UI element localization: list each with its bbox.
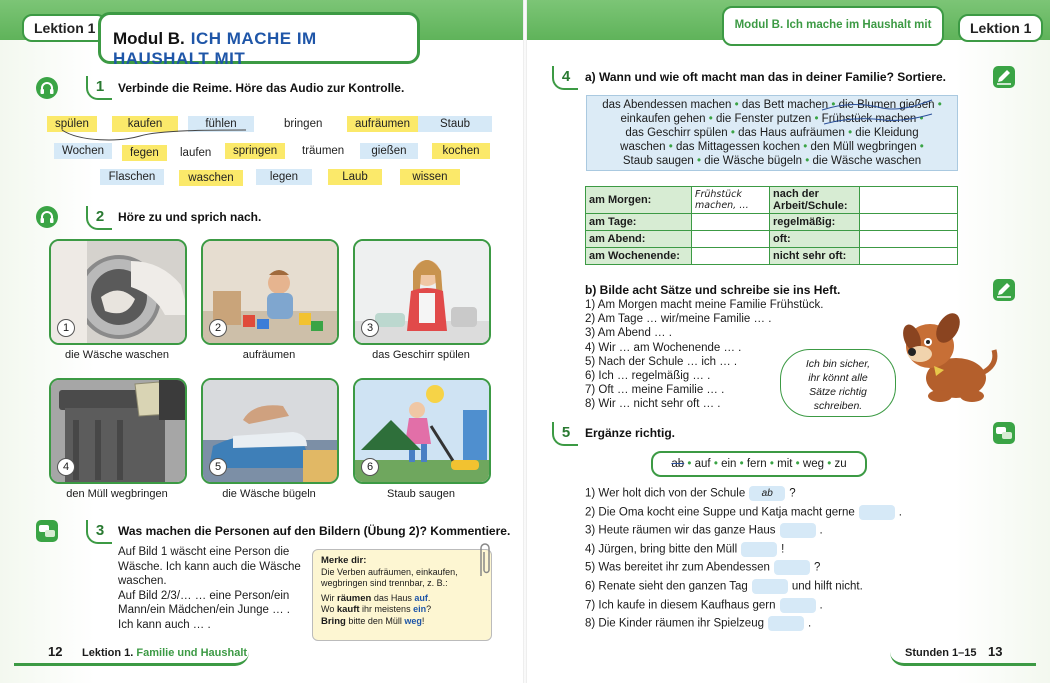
list-item: 3) Am Abend … . (585, 327, 672, 340)
table-cell (692, 231, 770, 248)
table-cell (860, 248, 958, 265)
word-chip: Flaschen (100, 169, 164, 185)
word-chip: bringen (284, 118, 323, 130)
list-item: 8) Wir … nicht sehr oft … . (585, 398, 721, 411)
merke-example: Bring bitte den Müll weg! (321, 615, 425, 627)
text-line: Ich kann auch … . (118, 618, 211, 631)
book-spine (523, 0, 527, 683)
answer-blank[interactable] (768, 616, 804, 631)
table-label: am Wochenende: (586, 248, 692, 265)
exercise-number-2: 2 (86, 206, 112, 230)
text-line: Auf Bild 1 wäscht eine Person die (118, 546, 290, 558)
word-chip: wissen (400, 169, 460, 185)
photo-caption: Staub saugen (387, 488, 455, 500)
photo-number: 1 (57, 319, 75, 337)
list-item: 6) Ich … regelmäßig … . (585, 369, 711, 382)
headphones-icon (36, 206, 58, 228)
word-chip: Wochen (54, 143, 112, 159)
exercise-number-4: 4 (552, 66, 578, 90)
photo-tidying-up (201, 239, 339, 345)
list-item: 4) Wir … am Wochenende … . (585, 341, 742, 354)
text-line: Mann/ein Mädchen/ein Junge … . (118, 604, 290, 616)
photo-caption: das Geschirr spülen (372, 349, 470, 361)
table-label: am Tage: (586, 214, 692, 231)
photo-caption: die Wäsche waschen (65, 349, 169, 361)
word-chip: laufen (180, 147, 212, 159)
vocab-line: Staub saugen • die Wäsche bügeln • die Wäsche waschen (622, 155, 922, 167)
list-item: 4) Jürgen, bring bitte den Müll ! (585, 543, 785, 556)
photo-washing-dishes (353, 239, 491, 345)
exercise-number-1: 1 (86, 76, 112, 100)
table-cell (860, 214, 958, 231)
answer-blank[interactable] (780, 598, 816, 613)
answer-blank[interactable] (774, 560, 810, 575)
photo-taking-out-trash (49, 378, 187, 484)
word-bank-item: ein (721, 458, 737, 470)
list-item: 2) Am Tage … wir/meine Familie … . (585, 313, 772, 326)
table-cell (860, 231, 958, 248)
answer-blank[interactable] (859, 505, 895, 520)
word-chip: springen (225, 143, 285, 159)
vocab-line: das Geschirr spülen • das Haus aufräumen • die Kleidung (625, 127, 919, 139)
exercise-2-title: Höre zu und sprich nach. (118, 210, 262, 224)
vocab-line: einkaufen gehen • die Fenster putzen • Frühstück machen • (620, 113, 924, 125)
modul-label: Modul B. (113, 29, 185, 48)
headphones-icon (36, 77, 58, 99)
word-bank-item: auf (694, 458, 711, 470)
table-label: oft: (770, 231, 860, 248)
answer-blank[interactable]: ab (749, 486, 785, 501)
speech-bubbles-icon (36, 520, 58, 542)
text-line: Wäsche. Ich kann auch die Wäsche (118, 560, 301, 573)
merke-line: wegbringen sind trennbar, z. B.: (321, 578, 448, 588)
merke-example: Wo kauft ihr meistens ein? (321, 604, 432, 615)
photo-ironing (201, 378, 339, 484)
table-cell (692, 214, 770, 231)
word-chip: träumen (302, 145, 345, 157)
table-cell-handwritten: Frühstück machen, … (692, 187, 770, 214)
vocab-line: waschen • das Mittagessen kochen • den Müll wegbringen • (620, 141, 924, 153)
word-chip: fegen (122, 145, 167, 161)
table-label: nicht sehr oft: (770, 248, 860, 265)
merke-title: Merke dir: (321, 555, 367, 566)
footer-left-text: Lektion 1. Familie und Haushalt (82, 647, 248, 659)
merke-line: Die Verben aufräumen, einkaufen, (321, 566, 458, 577)
page-number-right: 13 (988, 644, 1003, 659)
word-chip: kaufen (112, 116, 178, 132)
photo-number: 5 (209, 458, 227, 476)
photo-number: 6 (361, 458, 379, 476)
handwritten-strike-marks (820, 96, 940, 126)
word-chip: legen (256, 169, 312, 185)
pencil-icon (993, 66, 1015, 88)
word-bank-item: weg (802, 458, 825, 470)
exercise-3-text (118, 545, 308, 632)
text-line: waschen. (118, 575, 167, 587)
table-cell (860, 187, 958, 214)
word-chip: Staub (418, 116, 492, 132)
list-item: 8) Die Kinder räumen ihr Spielzeug . (585, 617, 812, 630)
word-bank-item-used: ab (671, 458, 685, 470)
photo-caption: den Müll wegbringen (66, 488, 168, 500)
photo-washing-laundry (49, 239, 187, 345)
word-chip: aufräumen (347, 116, 418, 132)
word-chip: waschen (179, 170, 243, 186)
lektion-tab-left: Lektion 1 (22, 14, 107, 42)
pencil-icon (993, 279, 1015, 301)
speech-bubble: Ich bin sicher, ihr könnt alle Sätze richtig schreiben. (780, 349, 896, 417)
merke-dir-note (312, 549, 492, 641)
word-bank-item: zu (834, 458, 847, 470)
modul-title: ICH MACHE IM HAUSHALT MIT (113, 29, 317, 68)
table-label: am Morgen: (586, 187, 692, 214)
exercise-5-sentences (585, 486, 902, 635)
answer-blank[interactable] (780, 523, 816, 538)
table-label: regelmäßig: (770, 214, 860, 231)
exercise-number-3: 3 (86, 520, 112, 544)
merke-example: Wir räumen das Haus auf. (321, 592, 431, 604)
list-item: 7) Ich kaufe in diesem Kaufhaus gern . (585, 599, 823, 612)
exercise-1-title: Verbinde die Reime. Höre das Audio zur Kontrolle. (118, 81, 405, 95)
table-label: am Abend: (586, 231, 692, 248)
paper-clip-icon (476, 540, 492, 580)
footer-right-text: Stunden 1–15 (905, 647, 977, 659)
answer-blank[interactable] (741, 542, 777, 557)
list-item: 1) Am Morgen macht meine Familie Frühstück. (585, 299, 824, 311)
text-line: Auf Bild 2/3/… … eine Person/ein (118, 589, 290, 602)
right-running-header: Modul B. Ich mache im Haushalt mit (722, 6, 944, 46)
list-item: 3) Heute räumen wir das ganze Haus . (585, 524, 823, 537)
rhyme-connector-line (60, 128, 250, 144)
photo-caption: aufräumen (242, 349, 296, 361)
list-item: 6) Renate sieht den ganzen Tag und hilft nicht. (585, 580, 863, 593)
word-bank: ab • auf • ein • fern • mit • weg • zu (651, 451, 867, 477)
exercise-3-title: Was machen die Personen auf den Bildern (Übung 2)? Kommentiere. (118, 524, 511, 538)
schedule-table (585, 186, 958, 265)
dog-illustration (890, 308, 1000, 408)
vocab-line: das Abendessen machen • das Bett machen • die Blumen gießen • (602, 99, 942, 111)
answer-blank[interactable] (752, 579, 788, 594)
exercise-5-title: Ergänze richtig. (585, 426, 676, 440)
exercise-4-title: a) Wann und wie oft macht man das in deiner Familie? Sortiere. (585, 70, 946, 84)
word-chip: gießen (360, 143, 418, 159)
list-item: 7) Oft … meine Familie … . (585, 384, 725, 397)
modul-title-box (98, 12, 420, 68)
lektion-tab-right: Lektion 1 (958, 14, 1043, 42)
word-chip: spülen (47, 116, 97, 132)
list-item: 5) Nach der Schule … ich … . (585, 355, 738, 368)
photo-number: 2 (209, 319, 227, 337)
photo-number: 4 (57, 458, 75, 476)
speech-bubbles-icon (993, 422, 1015, 444)
table-label: nach der Arbeit/Schule: (770, 187, 860, 214)
photo-number: 3 (361, 319, 379, 337)
list-item: 1) Wer holt dich von der Schule ab ? (585, 487, 796, 500)
word-bank-item: mit (777, 458, 793, 470)
photo-vacuuming (353, 378, 491, 484)
list-item: 5) Was bereitet ihr zum Abendessen ? (585, 561, 821, 574)
table-cell (692, 248, 770, 265)
word-bank-item: fern (746, 458, 767, 470)
page-number-left: 12 (48, 644, 63, 659)
word-chip: Laub (328, 169, 382, 185)
list-item: 2) Die Oma kocht eine Suppe und Katja macht gerne . (585, 506, 902, 519)
exercise-4b-title: b) Bilde acht Sätze und schreibe sie ins Heft. (585, 283, 841, 297)
exercise-number-5: 5 (552, 422, 578, 446)
word-chip: kochen (432, 143, 490, 159)
photo-caption: die Wäsche bügeln (222, 488, 316, 500)
word-chip: fühlen (188, 116, 254, 132)
